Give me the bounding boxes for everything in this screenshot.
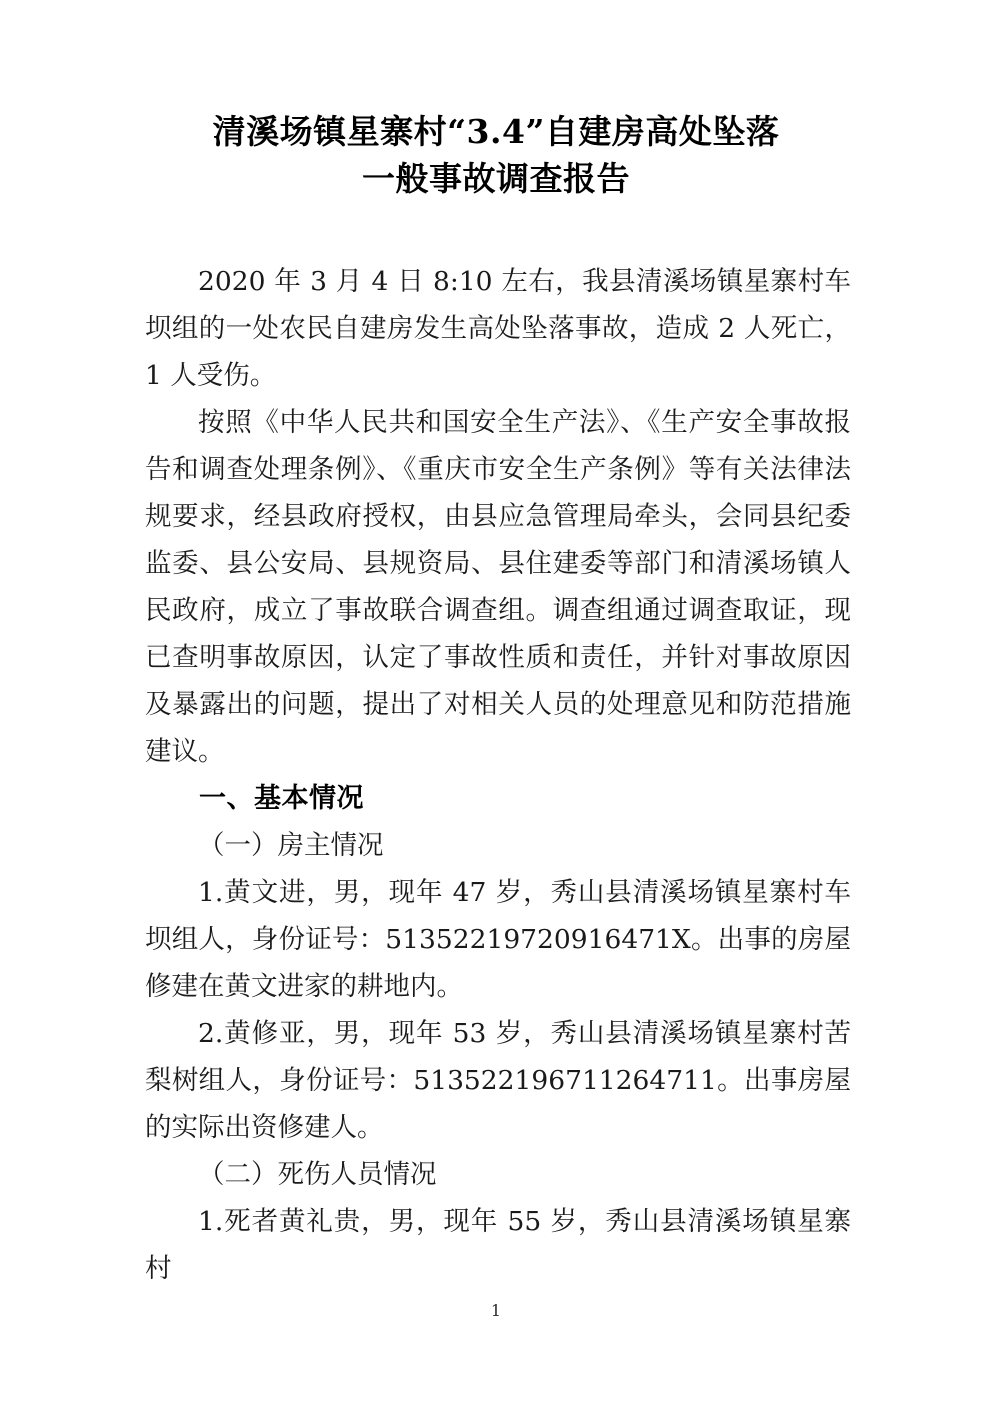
- document-body: [145, 258, 851, 1292]
- numbered-item: 1.死者黄礼贵，男，现年 55 岁，秀山县清溪场镇星寨村: [145, 1206, 851, 1284]
- numbered-item: 1.黄文进，男，现年 47 岁，秀山县清溪场镇星寨村车坝组人，身份证号：51352219720916471X。出事的房屋修建在黄文进家的耕地内。: [145, 877, 851, 1002]
- section-heading: 一、基本情况: [199, 783, 364, 814]
- subsection-heading: （一）房主情况: [198, 830, 384, 861]
- body-paragraph: 2020 年 3 月 4 日 8:10 左右，我县清溪场镇星寨村车坝组的一处农民自建房发生高处坠落事故，造成 2 人死亡，1 人受伤。: [145, 266, 851, 391]
- page-number: 1: [490, 1301, 502, 1320]
- page-title-line-2: 一般事故调查报告: [362, 159, 630, 198]
- body-paragraph: 按照《中华人民共和国安全生产法》、《生产安全事故报告和调查处理条例》、《重庆市安全生产条例》等有关法律法规要求，经县政府授权，由县应急管理局牵头，会同县纪委监委、县公安局、县规资局、县住建委等部门和清溪场镇人民政府，成立了事故联合调查组。调查组通过调查取证，现已查明事故原因，认定了事故性质和责任，并针对事故原因及暴露出的问题，提出了对相关人员的处理意见和防范措施建议。: [145, 407, 851, 767]
- subsection-heading: （二）死伤人员情况: [198, 1159, 437, 1190]
- numbered-item: 2.黄修亚，男，现年 53 岁，秀山县清溪场镇星寨村苦梨树组人，身份证号：513522196711264711。出事房屋的实际出资修建人。: [145, 1018, 851, 1143]
- page-title: [96, 108, 896, 202]
- page-title-line-1: 清溪场镇星寨村“3.4”自建房高处坠落: [212, 112, 780, 151]
